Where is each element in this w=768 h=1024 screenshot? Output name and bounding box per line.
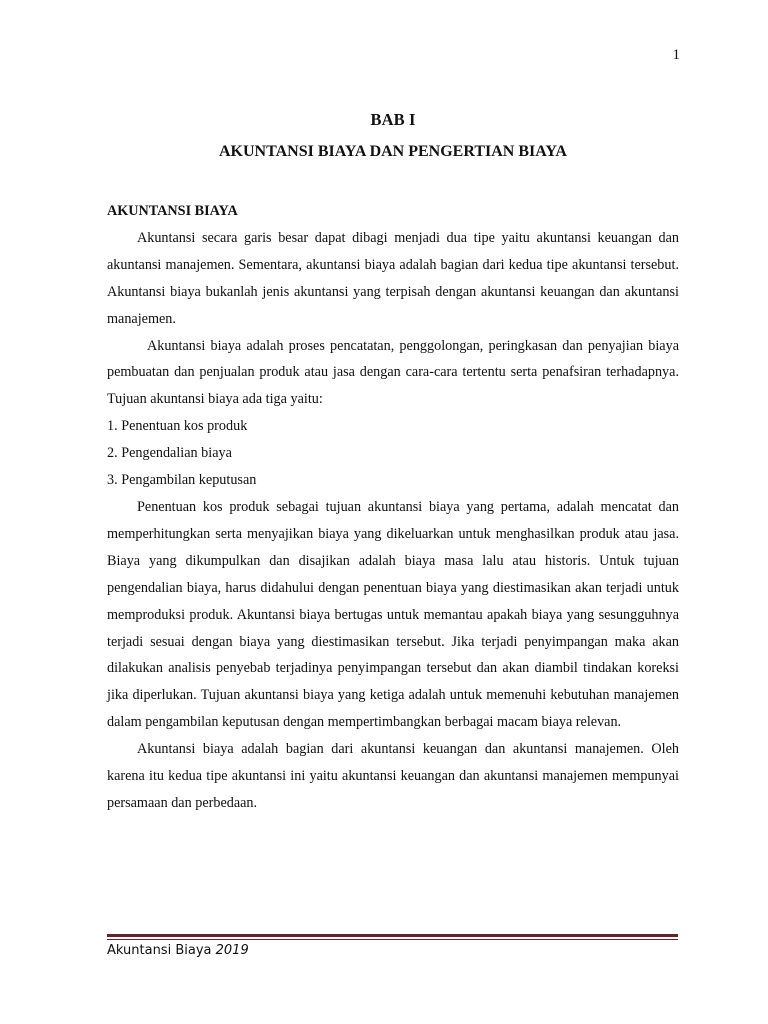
paragraph-1: Akuntansi secara garis besar dapat dibagi menjadi dua tipe yaitu akuntansi keuangan dan akuntansi manajemen. Sementara, akuntansi biaya adalah bagian dari kedua tipe akuntansi tersebut. Akuntansi biaya bukanlah jenis akuntansi yang terpisah dengan akuntansi keuangan dan akuntansi manajemen. bbox=[107, 229, 679, 327]
paragraph-3: Penentuan kos produk sebagai tujuan akuntansi biaya yang pertama, adalah mencatat dan memperhitungkan serta menyajikan biaya yang dikeluarkan untuk menghasilkan produk atau jasa. Biaya yang dikumpulkan dan disajikan adalah biaya masa lalu atau historis. Untuk tujuan pengendalian biaya, harus didahului dengan penentuan biaya yang diestimasikan akan terjadi untuk memproduksi produk. Akuntansi biaya bertugas untuk memantau apakah biaya yang sesungguhnya terjadi sesuai dengan biaya yang diestimasikan tersebut. Jika terjadi penyimpangan maka akan dilakukan analisis penyebab terjadinya penyimpangan tersebut dan akan diambil tindakan koreksi jika diperlukan. Tujuan akuntansi biaya yang ketiga adalah untuk memenuhi kebutuhan manajemen dalam pengambilan keputusan dengan mempertimbangkan berbagai macam biaya relevan. bbox=[107, 498, 679, 731]
list-item: 3. Pengambilan keputusan bbox=[107, 472, 257, 489]
chapter-title: AKUNTANSI BIAYA DAN PENGERTIAN BIAYA bbox=[219, 143, 567, 160]
paragraph-4: Akuntansi biaya adalah bagian dari akuntansi keuangan dan akuntansi manajemen. Oleh karena itu kedua tipe akuntansi ini yaitu akuntansi keuangan dan akuntansi manajemen mempunyai persamaan dan perbedaan. bbox=[107, 741, 679, 811]
footer bbox=[107, 943, 249, 958]
paragraph-2: Akuntansi biaya adalah proses pencatatan, penggolongan, peringkasan dan penyajian biaya pembuatan dan penjualan produk atau jasa dengan cara-cara tertentu serta penafsiran terhadapnya. Tujuan akuntansi biaya ada tiga yaitu: bbox=[107, 337, 679, 408]
document-body bbox=[107, 198, 679, 817]
chapter-label: BAB I bbox=[370, 110, 416, 129]
list-item: 2. Pengendalian biaya bbox=[107, 445, 232, 462]
footer-rule-thin bbox=[107, 939, 678, 940]
footer-year: 2019 bbox=[215, 943, 249, 958]
section-heading: AKUNTANSI BIAYA bbox=[107, 203, 238, 219]
page-number: 1 bbox=[672, 47, 680, 63]
footer-rule-thick bbox=[107, 934, 678, 937]
objectives-list bbox=[107, 413, 679, 494]
list-item: 1. Penentuan kos produk bbox=[107, 418, 248, 435]
footer-title: Akuntansi Biaya bbox=[107, 943, 212, 958]
